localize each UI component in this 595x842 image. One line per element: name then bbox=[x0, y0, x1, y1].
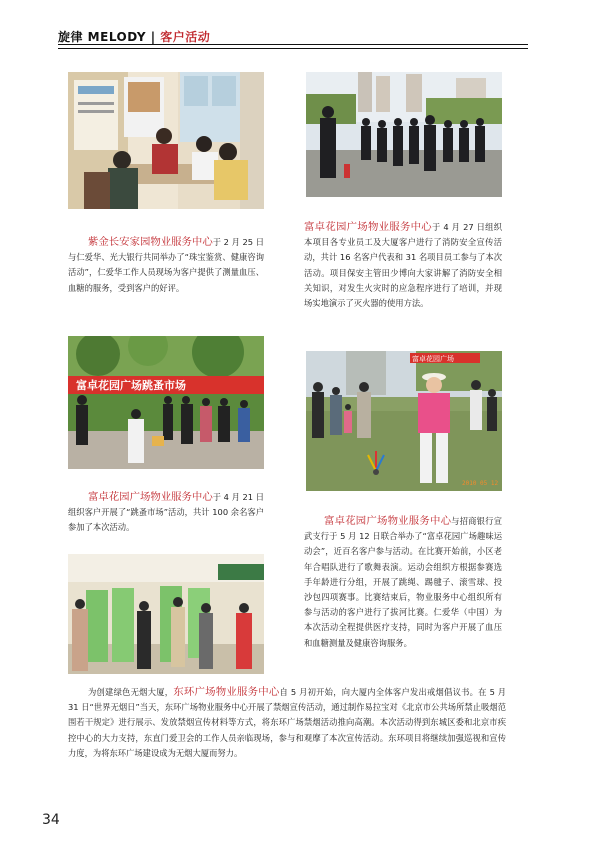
photo-flea-market bbox=[68, 336, 264, 469]
photo-fire-safety-training bbox=[306, 72, 502, 197]
article-fuzhuo-fire-safety bbox=[304, 220, 502, 311]
article-org-name: 富卓花园广场物业服务中心 bbox=[324, 515, 452, 527]
page-number: 34 bbox=[42, 812, 60, 828]
sign-text: 富卓花园广场 bbox=[412, 355, 454, 363]
header-rule-top bbox=[58, 44, 528, 45]
page-header bbox=[58, 27, 528, 45]
section-title: 客户活动 bbox=[160, 30, 211, 44]
article-org-name: 富卓花园广场物业服务中心 bbox=[304, 221, 432, 233]
header-rule-bottom bbox=[58, 48, 528, 49]
article-body: 于 4 月 21 日组织客户开展了“跳蚤市场”活动，共计 100 余名客户参加了本次活动。 bbox=[68, 492, 265, 533]
article-zijin-health bbox=[68, 235, 264, 296]
magazine-title: 旋律 MELODY bbox=[58, 30, 147, 44]
article-donghuan-no-smoking bbox=[68, 685, 506, 761]
article-org-name: 紫金长安家园物业服务中心 bbox=[88, 236, 213, 248]
article-body: 于 2 月 25 日与仁爱华、光大银行共同举办了“珠宝鉴赏、健康咨询活动”，仁爱华工作人员现场为客户提供了测量血压、血糖的服务，受到客户的好评。 bbox=[68, 237, 265, 293]
header-separator: | bbox=[150, 30, 156, 44]
photo-sports-day bbox=[306, 351, 502, 491]
article-body: 与招商银行宣武支行于 5 月 12 日联合举办了“富卓花园广场趣味运动会”，近百名客户参与活动。在比赛开始前，小区老年合唱队进行了歌舞表演。运动会组织方根据参赛选手年龄进行分组，开展了跳绳、踢毽子、滚雪球、投沙包四项赛事。比赛结束后，物业服务中心组织所有参与活动的客户进行了拔河比赛。仁爱华（中国）为本次活动全程提供医疗支持，同时为客户开展了血压和血糖测量及健康咨询服务。 bbox=[304, 516, 502, 648]
article-body: 自 5 月初开始，向大厦内全体客户发出戒烟倡议书。在 5 月 31 日“世界无烟日”当天，东环广场物业服务中心开展了禁烟宣传活动，通过制作易拉宝对《北京市公共场所禁止吸烟范围若干规定》进行展示、发放禁烟宣传材料等方式，将东环广场禁烟活动推向高潮。本次活动得到东城区委和北京市疾控中心的大力支持，东直门爱卫会的工作人员亲临现场，参与和观摩了本次宣传活动。东环项目将继续加强巡视和宣传力度，为将东环广场建设成为无烟大厦而努力。 bbox=[68, 687, 507, 758]
article-fuzhuo-sports-day bbox=[304, 514, 502, 651]
article-body: 于 4 月 27 日组织本项目各专业员工及大厦客户进行了消防安全宣传活动，共计 16 名客户代表和 31 名项目员工参与了本次活动。项目保安主管田少博向大家讲解了消防安全相关知识，对发生火灾时的应急程序进行了培训，并现场实地演示了灭火器的使用方法。 bbox=[304, 222, 502, 309]
magazine-title-row bbox=[58, 28, 210, 45]
article-intro: 为创建绿色无烟大厦， bbox=[88, 687, 174, 697]
article-org-name: 东环广场物业服务中心 bbox=[173, 686, 280, 698]
article-org-name: 富卓花园广场物业服务中心 bbox=[88, 491, 213, 503]
photo-no-smoking-exhibit bbox=[68, 554, 264, 674]
photo-health-consultation bbox=[68, 72, 264, 209]
article-fuzhuo-flea-market bbox=[68, 490, 264, 536]
banner-text: 富卓花园广场跳蚤市场 bbox=[76, 379, 186, 392]
photo-date-stamp: 2010 05 12 bbox=[462, 480, 499, 487]
